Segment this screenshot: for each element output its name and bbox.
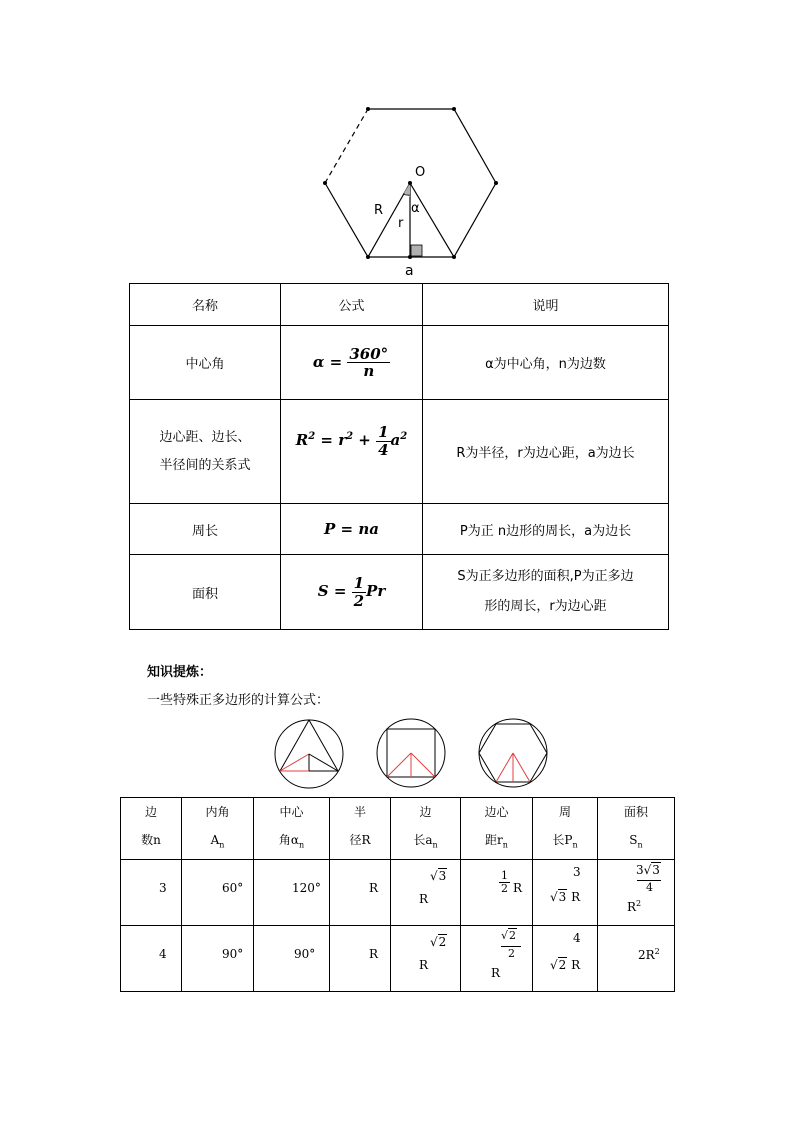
cell-area: 3√3 4 $R^2$: [598, 860, 675, 926]
cell-angle: 60°: [182, 860, 254, 926]
table-row: [121, 860, 675, 926]
cell-n: 4: [121, 926, 182, 992]
header-perimeter: 周 长$P_n$: [533, 798, 598, 860]
cell-area: $2R^2$: [598, 926, 675, 992]
row-desc: α为中心角，n为边数: [423, 326, 669, 400]
square-in-circle-figure: [375, 717, 447, 789]
header-name: 名称: [130, 284, 281, 326]
special-polygon-table: [120, 797, 675, 992]
cell-central: 90°: [254, 926, 330, 992]
header-area: 面积 $S_n$: [598, 798, 675, 860]
row-name: 面积: [130, 555, 281, 630]
cell-radius: R: [330, 926, 391, 992]
header-radius: 半 径R: [330, 798, 391, 860]
label-side: a: [405, 263, 414, 279]
header-side-length: 边 长$a_n$: [391, 798, 461, 860]
cell-apothem: √2 2 R: [461, 926, 533, 992]
row-name: 周长: [130, 504, 281, 555]
cell-radius: R: [330, 860, 391, 926]
table-row: [130, 400, 669, 504]
formula-table: [129, 283, 669, 630]
label-o: O: [415, 165, 426, 180]
section-intro: 一些特殊正多边形的计算公式：: [147, 693, 330, 708]
section-heading: 知识提炼：: [147, 665, 213, 680]
label-radius: R: [374, 203, 384, 218]
cell-side: √2 R: [391, 926, 461, 992]
header-sides: 边 数n: [121, 798, 182, 860]
row-desc: P为正 n边形的周长，a为边长: [423, 504, 669, 555]
formula-area: S = $\frac{1}{2}$ Pr: [281, 555, 423, 630]
row-name: 边心距、边长、 半径间的关系式: [130, 400, 281, 504]
header-central-angle: 中心 角$\alpha_n$: [254, 798, 330, 860]
table-row: [130, 326, 669, 400]
label-alpha: α: [411, 201, 420, 216]
formula-perimeter: P = na: [281, 504, 423, 555]
row-name: 中心角: [130, 326, 281, 400]
header-desc: 说明: [423, 284, 669, 326]
cell-n: 3: [121, 860, 182, 926]
header-formula: 公式: [281, 284, 423, 326]
table-row: [121, 926, 675, 992]
formula-central-angle: α = $\frac{360^\circ}{n}$: [281, 326, 423, 400]
triangle-in-circle-figure: [273, 718, 345, 790]
table-header-row: [121, 798, 675, 860]
hexagon-diagram: [300, 95, 520, 285]
cell-angle: 90°: [182, 926, 254, 992]
cell-perimeter: 3 √3 R: [533, 860, 598, 926]
formula-relation: $R^2 = r^2$ + $\frac{1}{4}$ $a^2$: [281, 400, 423, 504]
cell-side: √3 R: [391, 860, 461, 926]
header-interior-angle: 内角 $A_n$: [182, 798, 254, 860]
hexagon-in-circle-figure: [477, 717, 549, 789]
table-row: [130, 504, 669, 555]
table-row: [130, 555, 669, 630]
label-apothem: r: [398, 216, 404, 231]
cell-central: 120°: [254, 860, 330, 926]
header-apothem: 边心 距$r_n$: [461, 798, 533, 860]
cell-perimeter: 4 √2 R: [533, 926, 598, 992]
cell-apothem: $\frac{1}{2}$ R: [461, 860, 533, 926]
row-desc: S为正多边形的面积,P为正多边 形的周长，r为边心距: [423, 555, 669, 630]
row-desc: R为半径，r为边心距，a为边长: [423, 400, 669, 504]
